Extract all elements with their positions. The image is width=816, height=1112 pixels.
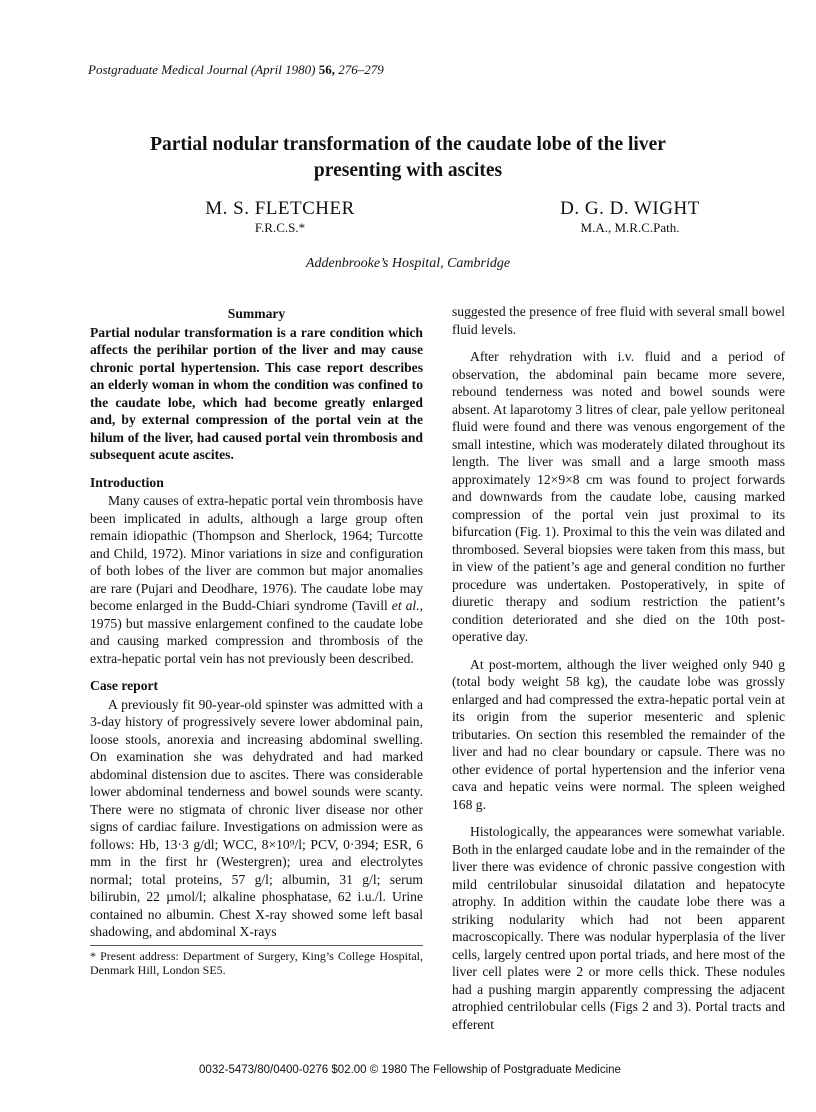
journal-volume: 56,: [318, 62, 335, 77]
case-report-paragraph-3: At post-mortem, although the liver weighed only 940 g (total body weight 58 kg), the caudate lobe was grossly enlarged and had compressed the extra-hepatic portal vein at its origin from the superior mesenteric and splenic tributaries. On section this resembled the remainder of the liver and had no clear boundary or capsule. There was no other evidence of portal hypertension and the inferior vena cava and hepatic veins were normal. The spleen weighed 168 g.: [452, 656, 785, 812]
footnote: [90, 945, 423, 978]
intro-text-a: Many causes of extra-hepatic portal vein thrombosis have been implicated in adults, although a large group often remain idiopathic (Thompson and Sherlock, 1964; Turcotte and Child, 1972). Minor variations in size and configuration of both lobes of the liver are common but major anomalies are rare (Pujari and Deodhare, 1976). The caudate lobe may become enlarged in the Budd-Chiari syndrome (Tavill: [90, 493, 423, 613]
article-title: [88, 132, 728, 184]
introduction-paragraph: [90, 492, 423, 667]
summary-text: Partial nodular transformation is a rare condition which affects the perihilar portion of the liver and may cause chronic portal hypertension. This case report describes an elderly woman in whom the condition was confined to the caudate lobe, which had become greatly enlarged and, by external compression of the portal vein at the hilum of the liver, had caused portal vein thrombosis and subsequent acute ascites.: [90, 324, 423, 462]
affiliation: Addenbrooke’s Hospital, Cambridge: [305, 256, 511, 271]
title-line-1: Partial nodular transformation of the caudate lobe of the liver: [150, 134, 666, 155]
footnote-text: * Present address: Department of Surgery, King’s College Hospital, Denmark Hill, London SE5.: [90, 948, 423, 977]
case-report-paragraph-2: After rehydration with i.v. fluid and a period of observation, the abdominal pain became more severe, rebound tenderness was noted and bowel sounds were absent. At laparotomy 3 litres of clear, pale yellow peritoneal fluid were found and there was venous engorgement of the small intestine, which was moderately dilated throughout its length. The liver was small and a large smooth mass approximately 12×9×8 cm was found to project forwards and downwards from the caudate lobe, causing marked compression of the portal vein just proximal to its bifurcation (Fig. 1). Proximal to this the vein was dilated and thrombosed. Several biopsies were taken from this mass, but in view of the patient’s age and general condition no further procedure was undertaken. Postoperatively, in spite of diuretic therapy and sodium restriction the patient’s condition deteriorated and she died on the 10th post-operative day.: [452, 349, 785, 644]
journal-pages: 276–279: [338, 62, 384, 77]
case-report-continuation: suggested the presence of free fluid with several small bowel fluid levels.: [452, 304, 785, 337]
journal-date: (April 1980): [250, 62, 316, 77]
copyright-footer: 0032-5473/80/0400-0276 $02.00 © 1980 The Fellowship of Postgraduate Medicine: [199, 1064, 621, 1076]
right-column: [452, 303, 785, 1033]
intro-et-al: et al.: [391, 598, 420, 613]
journal-reference: [88, 62, 384, 78]
author-credentials: M.A., M.R.C.Path.: [580, 220, 680, 235]
case-report-paragraph-1: A previously fit 90-year-old spinster was admitted with a 3-day history of progressively severe lower abdominal pain, loose stools, anorexia and increasing abdominal swelling. On examination she was dehydrated and had marked abdominal distension due to ascites. There was considerable lower abdominal tenderness and bowel sounds were scanty. There were no stigmata of chronic liver disease nor other signs of cardiac failure. Investigations on admission were as follows: Hb, 13·3 g/dl; WCC, 8×10⁹/l; PCV, 0·394; ESR, 6 mm in the first hr (Westergren); urea and electrolytes normal; total proteins, 57 g/l; albumin, 31 g/l; serum bilirubin, 22 µmol/l; alkaline phosphatase, 62 i.u./l. Urine contained no albumin. Chest X-ray showed some left basal shadowing, and abdominal X-rays: [90, 696, 423, 939]
summary-heading: Summary: [227, 306, 286, 321]
author-credentials: F.R.C.S.*: [254, 220, 306, 235]
left-column: [90, 305, 423, 978]
author-name: M. S. FLETCHER: [205, 198, 355, 219]
introduction-heading: Introduction: [90, 474, 164, 490]
author-wight: [525, 198, 735, 236]
journal-name: Postgraduate Medical Journal: [88, 62, 248, 77]
title-line-2: presenting with ascites: [313, 160, 503, 181]
case-report-heading: Case report: [90, 678, 159, 693]
author-name: D. G. D. WIGHT: [560, 198, 700, 219]
case-report-paragraph-4: Histologically, the appearances were somewhat variable. Both in the enlarged caudate lobe and in the remainder of the liver there was evidence of chronic passive congestion with mild centrilobular sinusoidal dilatation and hepatocyte atrophy. In addition within the caudate lobe there was a striking nodularity which had not been apparent macroscopically. There was nodular hyperplasia of the liver cells, largely centred upon portal triads, and here most of the liver cell plates were 2 or more cells thick. These nodules had a pushing margin apparently compressing the adjacent atrophied centrilobular cells (Figs 2 and 3). Portal tracts and efferent: [452, 824, 785, 1032]
intro-text-b: , 1975) but massive enlargement confined to the caudate lobe and causing marked compression and thrombosis of the extra-hepatic portal vein has not previously been described.: [90, 598, 423, 666]
author-fletcher: [180, 198, 380, 236]
